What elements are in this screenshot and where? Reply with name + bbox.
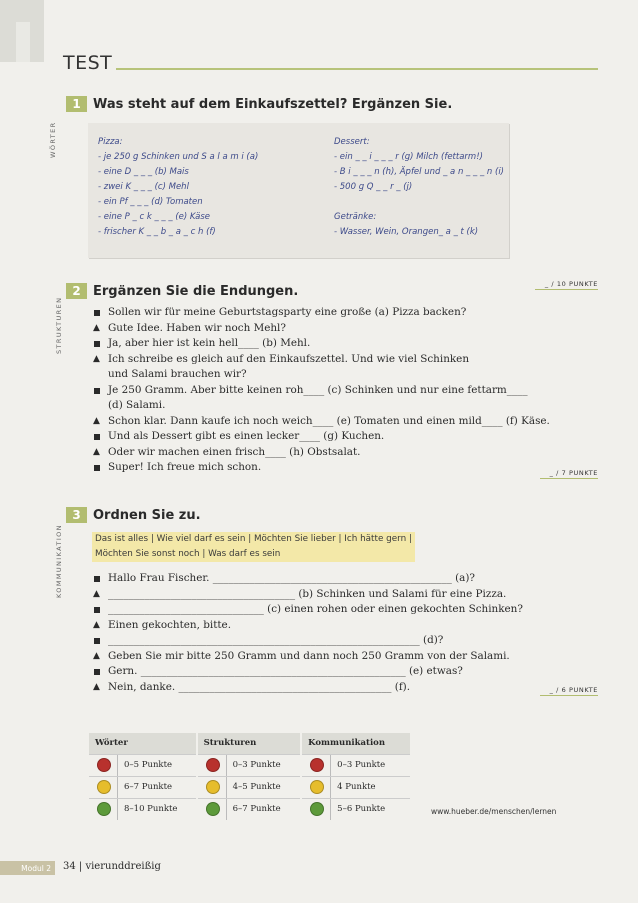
section-1-heading	[66, 96, 452, 112]
list-entry: - ein Pf _ _ _ (d) Tomaten	[98, 197, 203, 207]
score-range: 5–6 Punkte	[337, 804, 386, 814]
square-bullet-icon	[94, 638, 100, 644]
line-text: Einen gekochten, bitte.	[108, 618, 232, 631]
list-entry: Dessert:	[334, 137, 370, 147]
section-2-heading	[66, 283, 298, 299]
section-3-lines	[92, 571, 523, 695]
word-box	[92, 532, 415, 562]
line-text: Sollen wir für meine Geburtstagsparty eine große (a) Pizza backen?	[108, 306, 467, 318]
green-dot-icon	[97, 802, 111, 816]
list-entry: - 500 g Q _ _ r _ (j)	[334, 182, 413, 192]
module-tab: Modul 2	[0, 861, 55, 875]
word-box-line: Das ist alles | Wie viel darf es sein | Möchten Sie lieber | Ich hätte gern |	[95, 534, 412, 544]
square-bullet-icon	[94, 607, 100, 613]
list-entry: - zwei K _ _ _ (c) Mehl	[98, 182, 189, 192]
shopping-list	[88, 123, 509, 258]
line-text: ____________________________________________________________ (d)?	[108, 634, 444, 646]
list-entry: - ein _ _ i _ _ _ r (g) Milch (fettarm!)	[334, 152, 483, 162]
exercise-line	[92, 305, 550, 321]
yellow-dot-icon	[310, 780, 324, 794]
line-text: Ja, aber hier ist kein hell____ (b) Mehl.	[108, 337, 311, 349]
exercise-line	[92, 429, 550, 445]
list-entry: - je 250 g Schinken und S a l a m i (a)	[98, 152, 259, 162]
line-text: Geben Sie mir bitte 250 Gramm und dann noch 250 Gramm von der Salami.	[108, 649, 510, 662]
line-text: (d) Salami.	[108, 399, 166, 411]
line-text: ______________________________ (c) einen rohen oder einen gekochten Schinken?	[108, 603, 523, 615]
score-cell	[197, 776, 302, 798]
exercise-line	[92, 587, 523, 603]
exercise-line	[92, 367, 550, 383]
score-range: 6–7 Punkte	[232, 804, 281, 814]
square-bullet-icon	[94, 465, 100, 471]
score-cell	[197, 754, 302, 776]
score-cell	[89, 798, 197, 820]
points-section-1: _ / 10 PUNKTE	[535, 280, 598, 290]
line-text: Oder wir machen einen frisch____ (h) Obstsalat.	[108, 445, 361, 458]
exercise-line	[92, 618, 523, 634]
green-dot-icon	[310, 802, 324, 816]
score-table	[89, 733, 412, 820]
list-entry: - frischer K _ _ b _ a _ c h (f)	[98, 227, 216, 237]
section-title: Was steht auf dem Einkaufszettel? Ergänzen Sie.	[93, 96, 453, 112]
score-range: 4 Punkte	[337, 782, 376, 792]
triangle-bullet-icon: ▲	[93, 322, 100, 333]
list-column-right	[334, 135, 504, 240]
side-label-structures: STRUKTUREN	[55, 296, 63, 354]
page-title: TEST	[63, 52, 113, 74]
score-range: 8–10 Punkte	[124, 804, 178, 814]
score-range: 4–5 Punkte	[232, 782, 281, 792]
exercise-line	[92, 414, 550, 430]
title-rule	[116, 68, 598, 70]
exercise-line	[92, 602, 523, 618]
section-number: 2	[66, 283, 87, 299]
yellow-dot-icon	[206, 780, 220, 794]
score-cell	[301, 776, 411, 798]
triangle-bullet-icon: ▲	[93, 415, 100, 426]
score-header-communication: Kommunikation	[301, 733, 411, 754]
triangle-bullet-icon: ▲	[93, 353, 100, 364]
line-text: Schon klar. Dann kaufe ich noch weich____ (e) Tomaten und einen mild____ (f) Käse.	[108, 414, 550, 427]
triangle-bullet-icon: ▲	[93, 446, 100, 457]
score-cell	[197, 798, 302, 820]
section-3-heading	[66, 507, 201, 523]
list-entry: Pizza:	[98, 137, 123, 147]
score-range: 0–5 Punkte	[124, 760, 173, 770]
side-label-communication: KOMMUNIKATION	[55, 524, 63, 598]
score-cell	[89, 776, 197, 798]
section-number: 1	[66, 96, 87, 112]
list-column-left	[98, 135, 258, 240]
exercise-line	[92, 664, 523, 680]
exercise-line	[92, 460, 550, 476]
list-entry	[334, 195, 504, 210]
score-row	[89, 776, 411, 798]
score-range: 0–3 Punkte	[337, 760, 386, 770]
points-section-3: _ / 6 PUNKTE	[540, 686, 598, 696]
line-text: Super! Ich freue mich schon.	[108, 461, 262, 473]
exercise-line	[92, 321, 550, 337]
corner-tab	[0, 0, 44, 62]
section-title: Ergänzen Sie die Endungen.	[93, 283, 299, 299]
score-header-words: Wörter	[89, 733, 197, 754]
page-number: 34 | vierunddreißig	[63, 861, 161, 872]
score-range: 6–7 Punkte	[124, 782, 173, 792]
red-dot-icon	[310, 758, 324, 772]
list-entry: Getränke:	[334, 212, 377, 222]
side-label-words: WÖRTER	[49, 121, 57, 158]
exercise-line	[92, 680, 523, 696]
exercise-line	[92, 571, 523, 587]
website-url: www.hueber.de/menschen/lernen	[431, 807, 557, 816]
list-entry: - eine D _ _ _ (b) Mais	[98, 167, 189, 177]
exercise-line	[92, 445, 550, 461]
line-text: Gute Idee. Haben wir noch Mehl?	[108, 321, 286, 334]
line-text: Gern. ___________________________________________________ (e) etwas?	[108, 665, 463, 677]
line-text: Je 250 Gramm. Aber bitte keinen roh____ (c) Schinken und nur eine fettarm____	[108, 383, 528, 396]
line-text: ____________________________________ (b) Schinken und Salami für eine Pizza.	[108, 587, 507, 600]
score-row	[89, 754, 411, 776]
triangle-bullet-icon: ▲	[93, 619, 100, 630]
list-entry: - B i _ _ _ n (h), Äpfel und _ a n _ _ _ n (i)	[334, 167, 504, 177]
line-text: Nein, danke. _________________________________________ (f).	[108, 680, 411, 693]
score-cell	[301, 754, 411, 776]
score-row	[89, 798, 411, 820]
exercise-line	[92, 398, 550, 414]
square-bullet-icon	[94, 388, 100, 394]
list-entry: - Wasser, Wein, Orangen_ a _ t (k)	[334, 227, 479, 237]
line-text: Und als Dessert gibt es einen lecker____ (g) Kuchen.	[108, 430, 385, 442]
red-dot-icon	[206, 758, 220, 772]
exercise-line	[92, 352, 550, 368]
list-entry: - eine P _ c k _ _ _ (e) Käse	[98, 212, 211, 222]
score-cell	[301, 798, 411, 820]
score-range: 0–3 Punkte	[232, 760, 281, 770]
triangle-bullet-icon: ▲	[93, 681, 100, 692]
line-text: Hallo Frau Fischer. ______________________________________________ (a)?	[108, 572, 475, 584]
section-title: Ordnen Sie zu.	[93, 507, 201, 523]
points-section-2: _ / 7 PUNKTE	[540, 469, 598, 479]
square-bullet-icon	[94, 310, 100, 316]
square-bullet-icon	[94, 434, 100, 440]
red-dot-icon	[97, 758, 111, 772]
word-box-line: Möchten Sie sonst noch | Was darf es sein	[95, 549, 281, 559]
triangle-bullet-icon: ▲	[93, 650, 100, 661]
square-bullet-icon	[94, 669, 100, 675]
line-text: Ich schreibe es gleich auf den Einkaufszettel. Und wie viel Schinken	[108, 352, 470, 365]
exercise-line	[92, 383, 550, 399]
exercise-line	[92, 633, 523, 649]
line-text: und Salami brauchen wir?	[108, 368, 247, 380]
exercise-line	[92, 336, 550, 352]
score-header-structures: Strukturen	[197, 733, 302, 754]
yellow-dot-icon	[97, 780, 111, 794]
green-dot-icon	[206, 802, 220, 816]
exercise-line	[92, 649, 523, 665]
section-2-lines	[92, 305, 550, 476]
square-bullet-icon	[94, 341, 100, 347]
section-number: 3	[66, 507, 87, 523]
score-cell	[89, 754, 197, 776]
triangle-bullet-icon: ▲	[93, 588, 100, 599]
square-bullet-icon	[94, 576, 100, 582]
